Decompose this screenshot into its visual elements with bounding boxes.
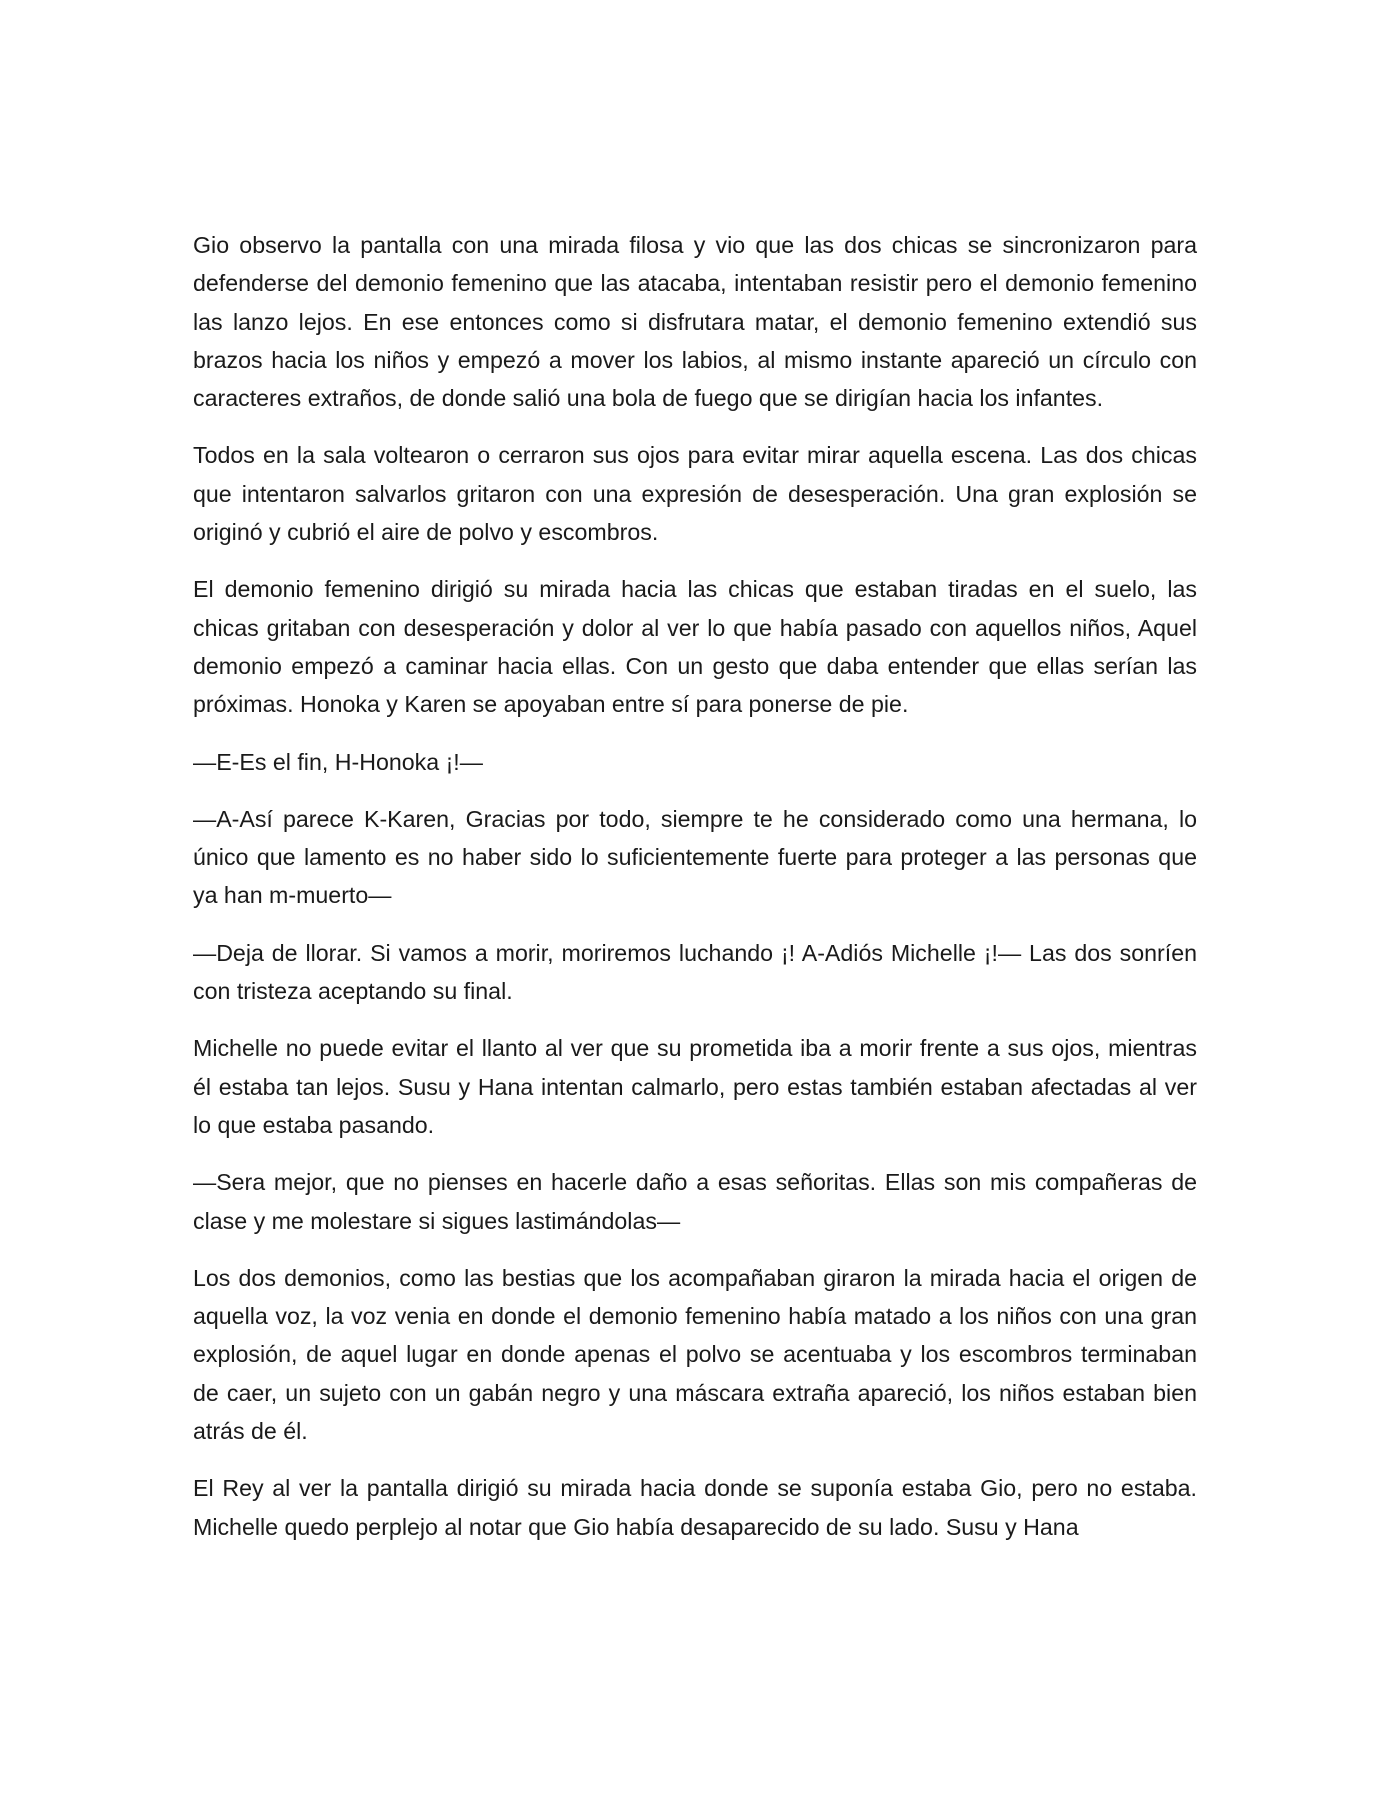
- paragraph-2: Todos en la sala voltearon o cerraron sus ojos para evitar mirar aquella escena. Las dos chicas que intentaron salvarlos gritaron con una expresión de desesperación. Una gran explosión se originó y cubrió el aire de polvo y escombros.: [193, 442, 1197, 546]
- dialogue-line-4: —Sera mejor, que no pienses en hacerle daño a esas señoritas. Ellas son mis compañeras de clase y me molestare si sigues lastimándolas—: [193, 1169, 1197, 1234]
- paragraph-9: Los dos demonios, como las bestias que los acompañaban giraron la mirada hacia el origen de aquella voz, la voz venia en donde el demonio femenino había matado a los niños con una gran explosión, de aquel lugar en donde apenas el polvo se acentuaba y los escombros terminaban de caer, un sujeto con un gabán negro y una máscara extraña apareció, los niños estaban bien atrás de él.: [193, 1264, 1197, 1445]
- paragraph-1: Gio observo la pantalla con una mirada filosa y vio que las dos chicas se sincronizaron para defenderse del demonio femenino que las atacaba, intentaban resistir pero el demonio femenino las lanzo lejos. En ese entonces como si disfrutara matar, el demonio femenino extendió sus brazos hacia los niños y empezó a mover los labios, al mismo instante apareció un círculo con caracteres extraños, de donde salió una bola de fuego que se dirigían hacia los infantes.: [193, 232, 1197, 412]
- paragraph-7: Michelle no puede evitar el llanto al ver que su prometida iba a morir frente a sus ojos, mientras él estaba tan lejos. Susu y Hana intentan calmarlo, pero estas también estaban afectadas al ver lo que estaba pasando.: [193, 1035, 1197, 1138]
- document-body: [193, 226, 1197, 1546]
- dialogue-line-3: —Deja de llorar. Si vamos a morir, moriremos luchando ¡! A-Adiós Michelle ¡!— Las dos sonríen con tristeza aceptando su final.: [193, 939, 1197, 1005]
- paragraph-10: El Rey al ver la pantalla dirigió su mirada hacia donde se suponía estaba Gio, pero no estaba. Michelle quedo perplejo al notar que Gio había desaparecido de su lado. Susu y Hana: [193, 1475, 1197, 1540]
- dialogue-line-1: —E-Es el fin, H-Honoka ¡!—: [193, 748, 483, 775]
- paragraph-3: El demonio femenino dirigió su mirada hacia las chicas que estaban tiradas en el suelo, las chicas gritaban con desesperación y dolor al ver lo que había pasado con aquellos niños, Aquel demonio empezó a caminar hacia ellas. Con un gesto que daba entender que ellas serían las próximas. Honoka y Karen se apoyaban entre sí para ponerse de pie.: [193, 576, 1197, 718]
- dialogue-line-2: —A-Así parece K-Karen, Gracias por todo, siempre te he considerado como una hermana, lo único que lamento es no haber sido lo suficientemente fuerte para proteger a las personas que ya han m-muerto—: [193, 805, 1197, 909]
